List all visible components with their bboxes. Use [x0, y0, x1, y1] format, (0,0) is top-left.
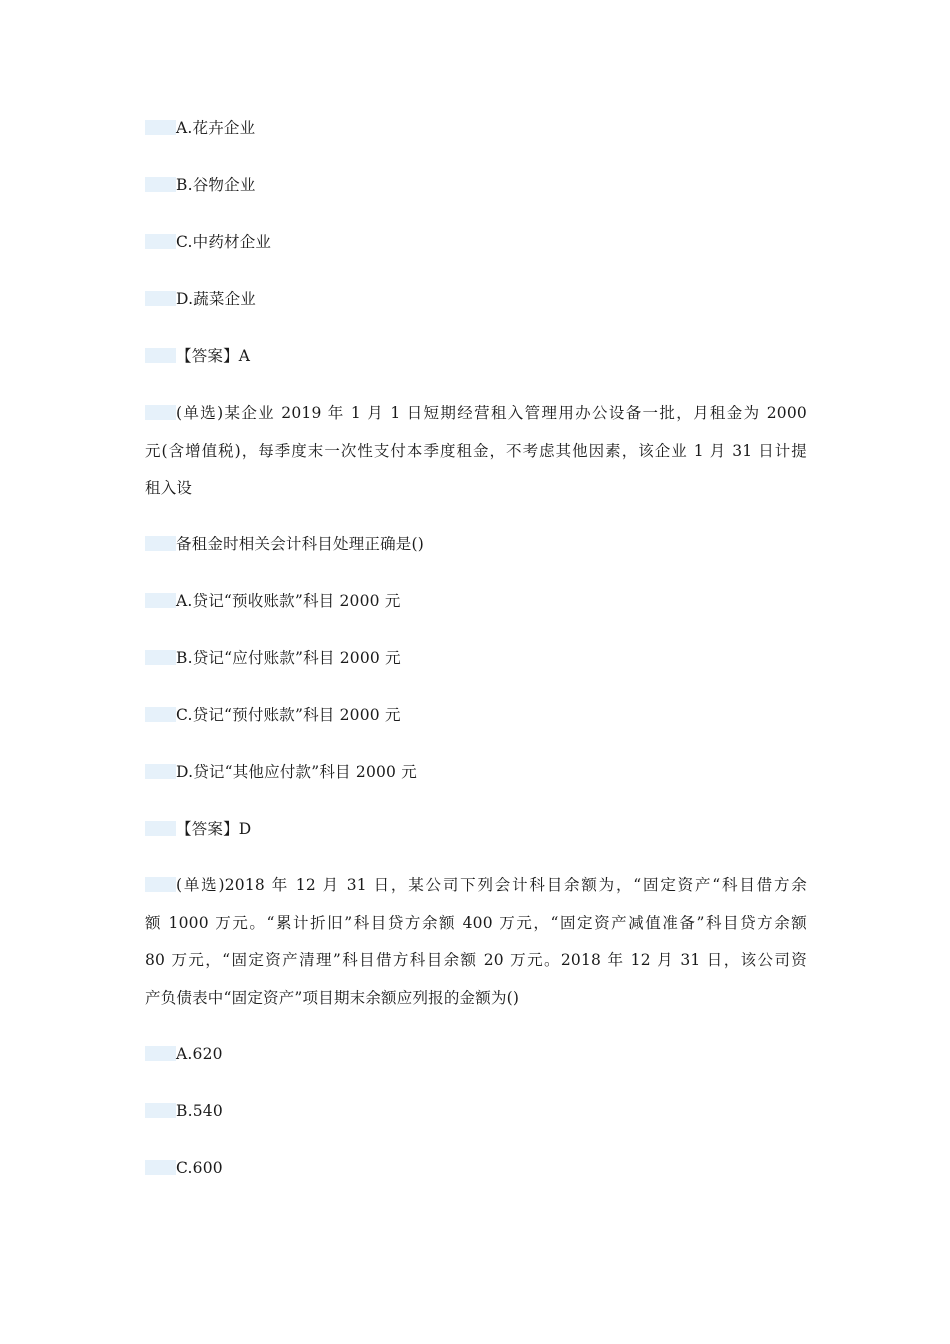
q1-answer — [145, 338, 807, 376]
indent-highlight — [145, 405, 176, 420]
indent-highlight — [145, 821, 176, 836]
q1-option-b-text: B.谷物企业 — [176, 176, 256, 194]
q3-stem-line-1-text: (单选)2018 年 12 月 31 日，某公司下列会计科目余额为，“固定资产“科目借方余 — [176, 876, 807, 894]
indent-highlight — [145, 707, 176, 722]
q2-option-c — [145, 697, 807, 735]
q1-option-c-text: C.中药材企业 — [176, 233, 272, 251]
q2-stem-line-2: 元(含增值税)，每季度末一次性支付本季度租金，不考虑其他因素，该企业 1 月 31 日计提 — [145, 441, 807, 460]
q2-option-a-text: A.贷记“预收账款”科目 2000 元 — [176, 592, 401, 610]
q2-answer — [145, 811, 807, 849]
indent-highlight — [145, 177, 176, 192]
q3-stem-line-1 — [145, 867, 807, 905]
indent-highlight — [145, 877, 176, 892]
q3-stem-line-2: 额 1000 万元。“累计折旧”科目贷方余额 400 万元，“固定资产减值准备”科目贷方余额 — [145, 913, 807, 932]
q3-option-a — [145, 1036, 807, 1074]
q1-option-a-text: A.花卉企业 — [176, 119, 256, 137]
q2-stem-continued — [145, 526, 807, 564]
q1-option-a — [145, 110, 807, 148]
q2-stem — [145, 395, 807, 508]
q2-option-b — [145, 640, 807, 678]
q3-stem-line-3: 80 万元，“固定资产清理”科目借方科目余额 20 万元。2018 年 12 月 31 日，该公司资 — [145, 951, 807, 969]
q3-option-b-text: B.540 — [176, 1102, 223, 1120]
q2-stem-continued-text: 备租金时相关会计科目处理正确是() — [176, 535, 424, 553]
q2-stem-line-1-text: (单选)某企业 2019 年 1 月 1 日短期经营租入管理用办公设备一批，月租金为 2000 — [176, 404, 807, 422]
indent-highlight — [145, 1046, 176, 1061]
q2-option-a — [145, 583, 807, 621]
q2-option-d — [145, 754, 807, 792]
q2-stem-line-3: 租入设 — [145, 479, 193, 497]
indent-highlight — [145, 1160, 176, 1175]
indent-highlight — [145, 764, 176, 779]
q1-option-d-text: D.蔬菜企业 — [176, 290, 257, 308]
q3-stem-line-4: 产负债表中“固定资产”项目期末余额应列报的金额为() — [145, 988, 520, 1007]
q1-option-c — [145, 224, 807, 262]
q3-option-b — [145, 1093, 807, 1131]
q3-stem — [145, 867, 807, 1017]
q1-option-b — [145, 167, 807, 205]
q3-option-a-text: A.620 — [176, 1045, 223, 1063]
q3-option-c — [145, 1150, 807, 1188]
q2-stem-line-1 — [145, 395, 807, 433]
indent-highlight — [145, 593, 176, 608]
q1-option-d — [145, 281, 807, 319]
indent-highlight — [145, 536, 176, 551]
indent-highlight — [145, 650, 176, 665]
indent-highlight — [145, 1103, 176, 1118]
q3-option-c-text: C.600 — [176, 1159, 223, 1177]
q2-option-d-text: D.贷记“其他应付款”科目 2000 元 — [176, 763, 417, 781]
indent-highlight — [145, 120, 176, 135]
q1-answer-text: 【答案】A — [176, 347, 251, 365]
q2-answer-text: 【答案】D — [176, 820, 252, 838]
indent-highlight — [145, 291, 176, 306]
q2-option-b-text: B.贷记“应付账款”科目 2000 元 — [176, 649, 401, 667]
indent-highlight — [145, 234, 176, 249]
indent-highlight — [145, 348, 176, 363]
q2-option-c-text: C.贷记“预付账款”科目 2000 元 — [176, 706, 401, 724]
